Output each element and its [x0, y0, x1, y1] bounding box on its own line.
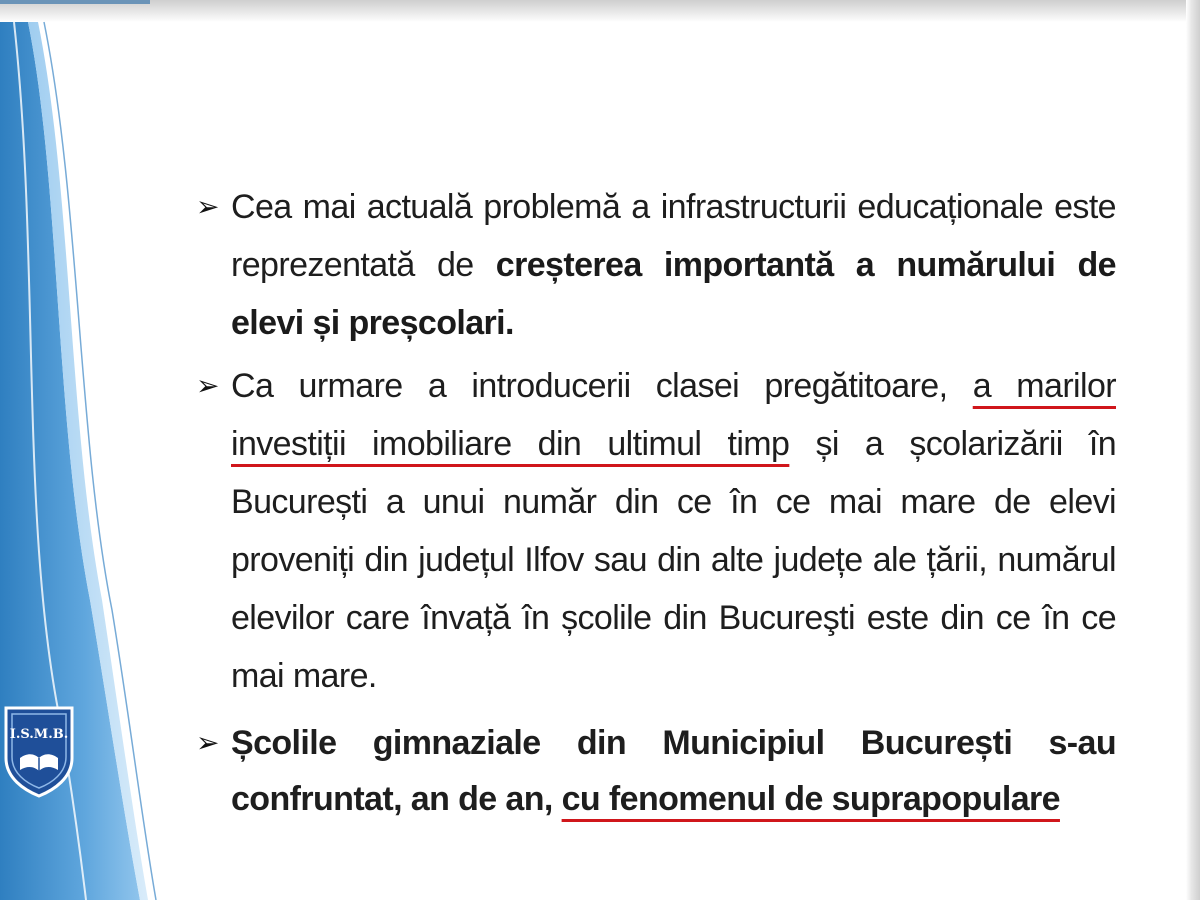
- logo-text: I.S.M.B.: [9, 727, 69, 742]
- slide-content: [196, 178, 1116, 827]
- window-right-edge: [1186, 0, 1200, 900]
- bullet-1-intro: Cea mai actuală problemă a infrastructurii educaționale este reprezentată de: [231, 188, 1116, 284]
- bullet-3-underlined-phrase: cu fenomenul de suprapopulare: [561, 780, 1060, 818]
- bullet-item-3: [196, 715, 1116, 827]
- bullet-2-part-3: și a școlarizării în București a unui număr din ce în ce mai mare de elevi proveniți din județul Ilfov sau din alte județe ale țării, numărul elevilor care învață în școlile din Bucureşti este din ce în ce mai mare.: [231, 425, 1117, 695]
- bullet-item-1: [196, 178, 1116, 352]
- arrow-bullet-icon: ➢: [196, 190, 219, 223]
- bullet-2-underlined-phrase: a marilor investiții imobiliare din ultimul timp: [231, 367, 1116, 463]
- bullet-3-part-1: Școlile gimnaziale din Municipiul București s-au confruntat, an de an,: [231, 724, 1116, 818]
- bullet-1-emphasis: creșterea importantă a numărului de elevi și preșcolari.: [231, 246, 1116, 342]
- ismb-logo: [2, 700, 76, 798]
- bullet-item-2: [196, 357, 1116, 705]
- arrow-bullet-icon: ➢: [196, 369, 219, 402]
- bullet-2-part-1: Ca urmare a introducerii clasei pregătitoare,: [231, 367, 973, 405]
- logo-shield: [6, 708, 72, 796]
- arrow-bullet-icon: ➢: [196, 726, 219, 759]
